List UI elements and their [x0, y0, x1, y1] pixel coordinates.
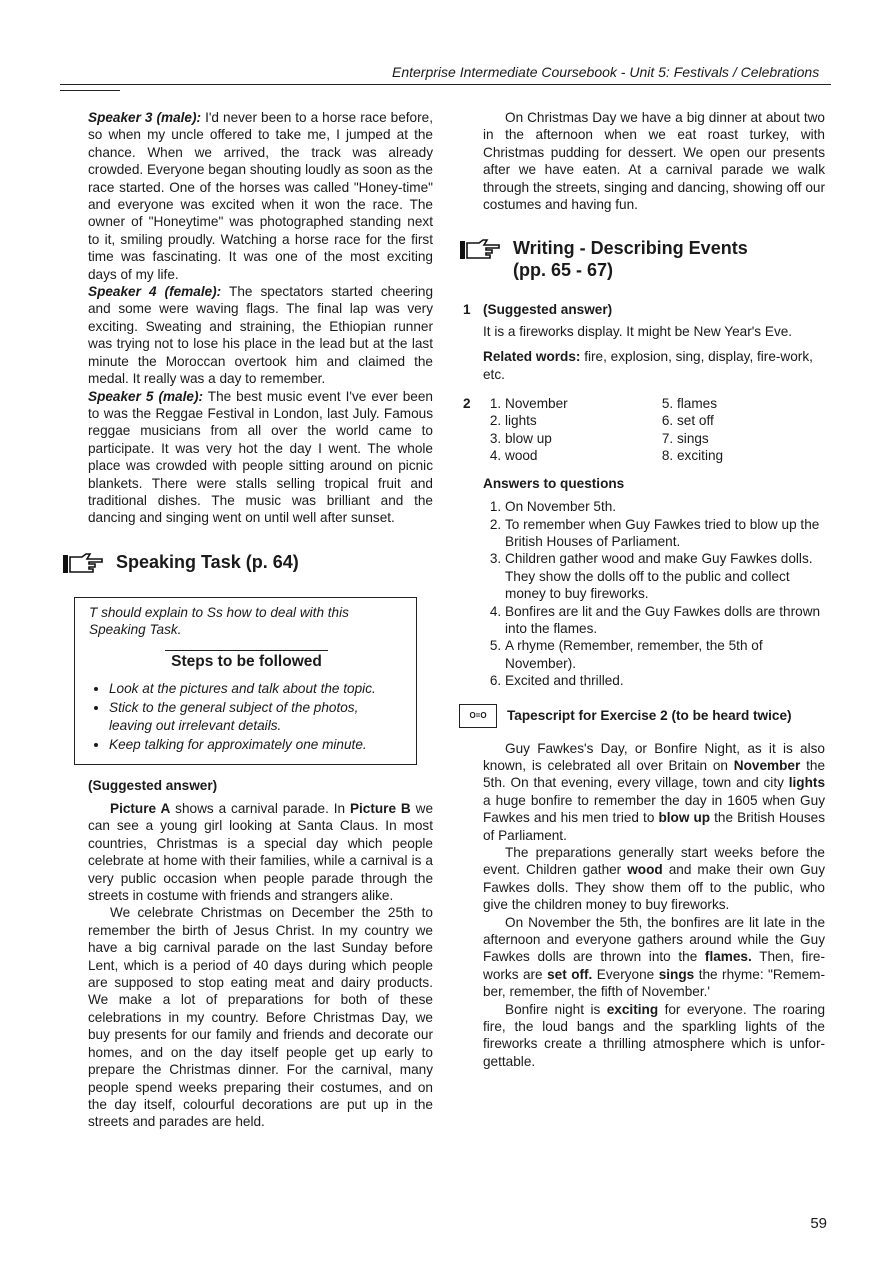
box-intro: T should explain to Ss how to deal with this Speaking Task.: [89, 604, 349, 638]
exercise-2-number: 2: [463, 396, 471, 412]
word-list-a: [483, 395, 655, 465]
word-item: 3. blow up: [505, 430, 655, 447]
speaker-5-label: Speaker 5 (male):: [88, 388, 204, 404]
speaker-4-text: The spectators started cheering and some were waving flags. The final lap was very exciting. Sweating and straining, the Ethiopian runner was trying not to lose his place in the lead but at the last minute the Moroccan overtook him and claimed the medal. It really was a day to remember.: [88, 284, 434, 387]
answers-list: [483, 498, 827, 689]
tapescript-text: The preparations generally start weeks before the event. Children gather: [483, 845, 825, 878]
exercise-2: [463, 395, 825, 690]
running-header: Enterprise Intermediate Coursebook - Unit 5: Festivals / Celebrations: [392, 64, 820, 80]
related-words-text: fire, explosion, sing, display, fire-work, etc.: [483, 349, 813, 382]
tapescript-text: the 5th. On that evening, every village, town and city: [483, 757, 826, 791]
tapescript-title: Tapescript for Exercise 2 (to be heard twice): [507, 707, 792, 723]
word-item: 4. wood: [505, 447, 655, 464]
tapescript-text: Then, fire-works are: [483, 949, 826, 982]
christmas-paragraph: On Christmas Day we have a big dinner at about two in the afternoon when we eat roast turkey, with Christmas pudding for dessert. We open our presents after we have eaten. At a carnival parade we walk through the streets, singing and dancing, showing off our costumes and having fun.: [483, 110, 825, 213]
word-item: 6. set off: [677, 412, 827, 429]
speaker-3-label: Speaker 3 (male):: [88, 110, 202, 125]
exercise-1-number: 1: [463, 302, 471, 318]
word-item: 7. sings: [677, 430, 827, 447]
tapescript-paragraph-2: [483, 844, 825, 914]
writing-title: Writing - Describing Events: [513, 238, 748, 259]
left-column: [88, 109, 433, 1131]
pictures-paragraph: [88, 800, 433, 904]
related-words: [483, 348, 825, 383]
answer-item: 3. Children gather wood and make Guy Fawkes dolls. They show the dolls off to the public and collect money to buy fireworks.: [505, 550, 827, 602]
answer-word-wood: wood: [627, 862, 663, 878]
picture-a-label: Picture A: [110, 801, 171, 816]
tapescript-text: Bonfire night is: [505, 1001, 601, 1017]
steps-list: [89, 680, 404, 754]
tapescript-text: On November the 5th, the bonfires are lit late in the afternoon and everyone gathers around while the Guy Fawkes dolls are thrown into the: [483, 914, 825, 965]
pointing-hand-icon: [459, 237, 501, 263]
tapescript-text: Guy Fawkes's Day, or Bonfire Night, as it is also known, is celebrated all over Britain on: [483, 740, 825, 773]
answer-word-blow-up: blow up: [658, 810, 711, 826]
tapescript-text: Everyone: [596, 966, 655, 982]
step-item: • Keep talking for approximately one minute.: [109, 736, 404, 753]
tapescript-paragraph-1: [483, 740, 825, 844]
answer-item: 4. Bonfires are lit and the Guy Fawkes dolls are thrown into the flames.: [505, 603, 827, 638]
cassette-icon: O=O: [459, 704, 497, 728]
speaking-task-box: [74, 597, 417, 765]
tapescript-text: and make their own Guy Fawkes dolls. They show them off to the public, who give the children money to buy fireworks.: [483, 862, 826, 913]
tapescript-text: the rhyme: "Remem-ber, remember, the fifth of November.': [483, 966, 825, 1000]
speaker-4-label: Speaker 4 (female):: [88, 284, 222, 300]
speaker-5-text: The best music event I've ever been to was the Reggae Festival in London, last July. Famous reggae musicians from all over the world came to participate. It was very hot the day I went. The whole place was crowded with people sitting around on picnic blankets. There were stalls selling tropical fruit and traditional dishes. The music was brilliant and the dancing and singing went on until well after sunset.: [88, 388, 433, 526]
speaker-5-paragraph: [88, 388, 433, 527]
related-words-label: Related words:: [483, 349, 581, 365]
answers-title: Answers to questions: [483, 475, 625, 491]
speaking-task-title: Speaking Task (p. 64): [116, 551, 299, 572]
tapescript-text: the British Houses of Parliament.: [483, 810, 826, 843]
answer-word-exciting: exciting: [606, 1001, 659, 1017]
pointing-hand-icon: [62, 551, 104, 577]
step-item: • Look at the pictures and talk about the topic.: [109, 680, 404, 697]
exercise-1-label: (Suggested answer): [483, 302, 613, 318]
tapescript-paragraph-4: [483, 1001, 825, 1071]
speaker-4-paragraph: [88, 283, 433, 387]
word-item: 5. flames: [677, 395, 827, 412]
tapescript-heading: [459, 704, 825, 728]
answer-item: 5. A rhyme (Remember, remember, the 5th of November).: [505, 637, 827, 672]
answer-word-november: November: [733, 757, 801, 773]
word-lists: [483, 395, 827, 465]
pictures-text-a: shows a carnival parade. In: [175, 801, 346, 816]
pictures-text-b: we can see a young girl looking at Santa Claus. In most countries, Christmas is a special day which people celebrate at home with their families, while a carnival is a very public occasion when people parade through the streets in costume with friends and strangers alike.: [88, 801, 434, 904]
word-item: 2. lights: [505, 412, 655, 429]
answer-word-lights: lights: [788, 775, 825, 791]
tapescript-text: for everyone. The roaring fire, the loud bangs and the sparkling lights of the fireworks create a thrilling atmosphere which is unfor-gettable.: [483, 1001, 826, 1069]
exercise-1: [463, 301, 825, 383]
answer-word-set-off: set off.: [547, 966, 593, 982]
exercise-1-text: It is a fireworks display. It might be New Year's Eve.: [483, 323, 793, 339]
word-item: 8. exciting: [677, 447, 827, 464]
steps-title-text: Steps to be followed: [165, 650, 328, 672]
answer-word-sings: sings: [658, 966, 695, 982]
suggested-answer-label: (Suggested answer): [88, 777, 218, 793]
speaking-task-heading: [62, 551, 433, 577]
picture-b-label: Picture B: [349, 801, 411, 816]
header-rule: [60, 84, 831, 85]
answer-item: 2. To remember when Guy Fawkes tried to blow up the British Houses of Parliament.: [505, 516, 827, 551]
celebrations-paragraph: We celebrate Christmas on December the 25th to remember the birth of Jesus Christ. In my country we have a big carnival parade on the last Sunday before Lent, which is a period of 40 days during which people are supposed to stop eating meat and dairy products. We make a lot of preparations for both of these celebrations in my country. Before Christmas Day, we buy presents for our family and friends and decorate our homes, and on the day itself people get up early to prepare the Christmas dinner. For the carnival, many people spend weeks preparing their costumes, and on the day itself, colourful decorations are put up in the streets and parades are held.: [88, 905, 433, 1130]
page-number: 59: [810, 1215, 827, 1232]
tapescript-text: a huge bonfire to remember the day in 1605 when Guy Fawkes and his men tried to: [483, 792, 825, 826]
speaker-3-text: I'd never been to a horse race before, so when my uncle offered to take me, I jumped at the chance. When we arrived, the track was already crowded. Everyone began shouting loudly as soon as the race started. One of the horses was called "Honey-time" and everyone was excited when it won the race. The owner of "Honeytime" was photographed standing next to it, smiling proudly. Watching a horse race for the first time was fascinating. It was one of the most exciting days of my life.: [88, 110, 433, 282]
writing-pages: (pp. 65 - 67): [513, 260, 614, 281]
step-item: • Stick to the general subject of the photos, leaving out irrelevant details.: [109, 699, 404, 734]
word-item: 1. November: [505, 395, 655, 412]
steps-title: [89, 653, 404, 670]
answer-item: 6. Excited and thrilled.: [505, 672, 827, 689]
word-list-b: [655, 395, 827, 465]
tapescript-paragraph-3: [483, 914, 825, 1001]
answer-word-flames: flames.: [704, 949, 752, 965]
header-rule-short: [60, 90, 120, 91]
answer-item: 1. On November 5th.: [505, 498, 827, 515]
right-column: [463, 109, 825, 1070]
speaker-3-paragraph: [88, 109, 433, 283]
writing-heading: [459, 237, 825, 281]
